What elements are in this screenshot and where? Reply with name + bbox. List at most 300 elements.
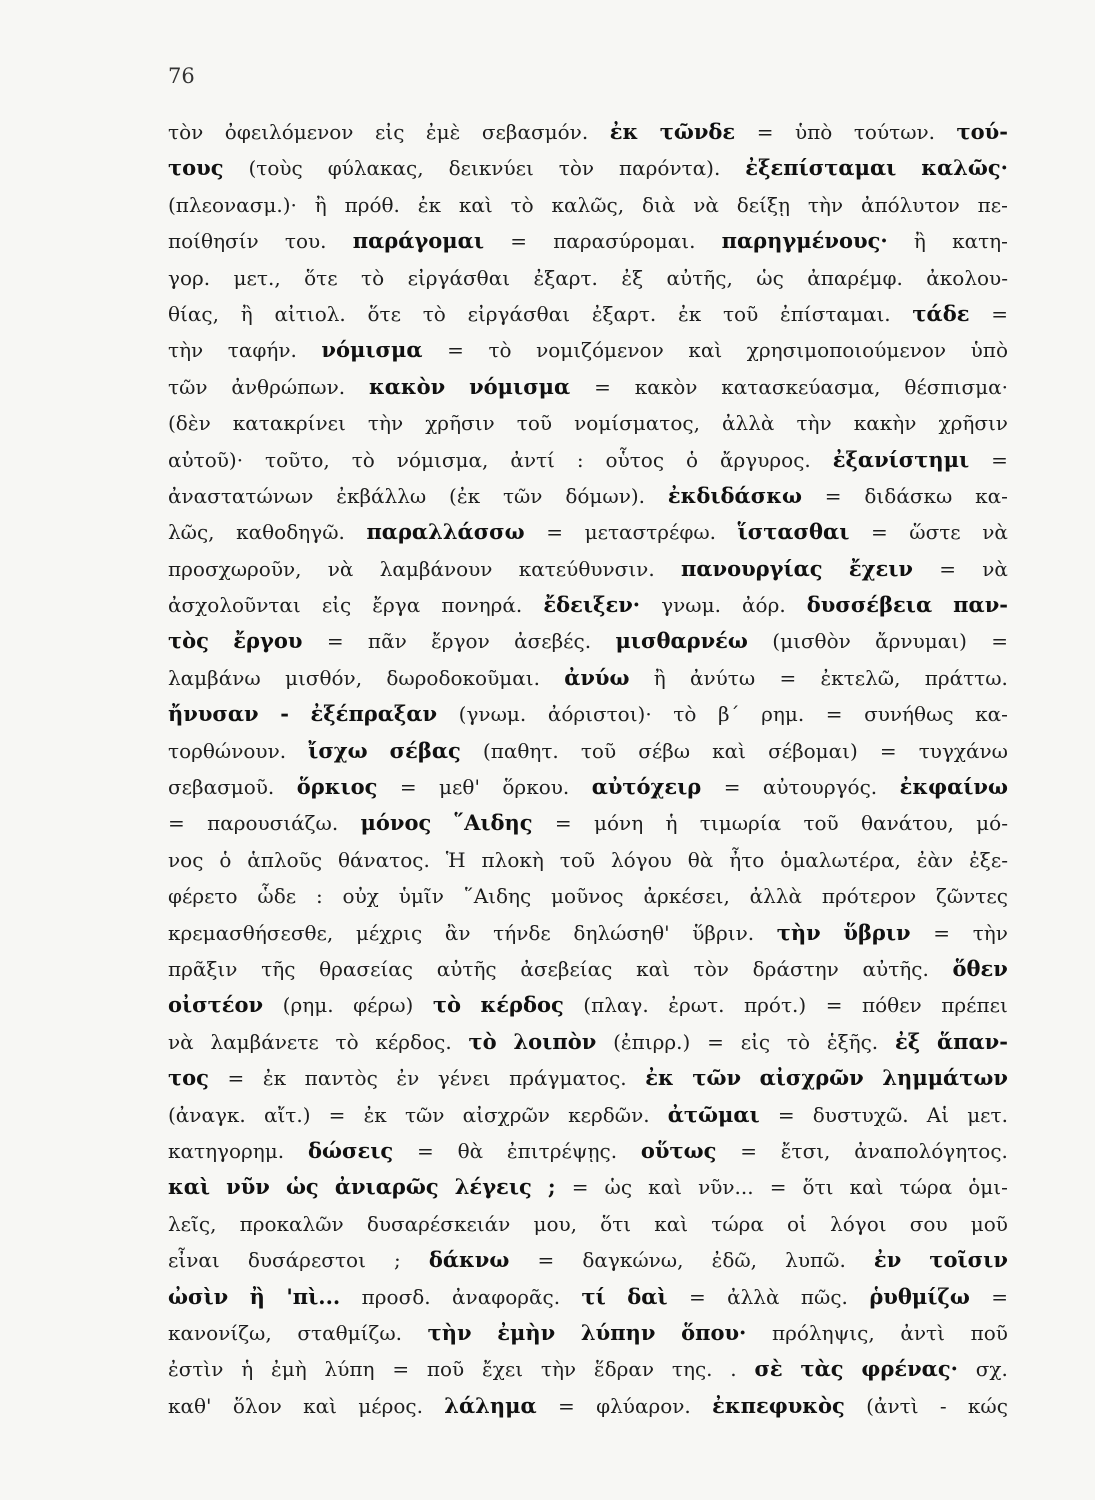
gloss-word: θέσπισμα· — [904, 374, 1008, 399]
gloss-word: πλοκὴ — [481, 847, 544, 872]
gloss-word: ὅτι — [600, 1211, 632, 1236]
gloss-word: καὶ — [458, 192, 493, 217]
lemma-word: ἐκ — [609, 119, 639, 144]
gloss-word: σου — [909, 1211, 948, 1236]
gloss-word: ἄργυρος. — [720, 447, 811, 472]
gloss-word: ποῦ — [970, 1320, 1008, 1345]
gloss-word: ἐξαρτ. — [591, 301, 657, 326]
lemma-word: ἐκπεφυκὸς — [712, 1392, 845, 1418]
lemma-word: ἐκδιδάσκω — [667, 482, 802, 508]
gloss-word: ἀόριστοι)· — [547, 702, 652, 727]
gloss-word: οἱ — [787, 1211, 807, 1236]
gloss-word: ὕβριν. — [692, 920, 755, 945]
gloss-word: ὅλον — [232, 1393, 282, 1418]
lemma-word: ἅπαν- — [936, 1028, 1008, 1054]
gloss-word: κατεύθυνσιν. — [518, 556, 655, 581]
gloss-word: τώρα — [711, 1211, 764, 1236]
gloss-word: τὸ — [361, 265, 385, 290]
gloss-word: τῶν — [168, 374, 208, 399]
gloss-word: ἢ — [240, 301, 253, 326]
gloss-word: κώς — [967, 1393, 1008, 1418]
gloss-word: τοῦ — [516, 411, 553, 436]
text-line — [168, 296, 1008, 332]
gloss-word: (ρημ. — [282, 993, 334, 1018]
gloss-word: κατη- — [952, 229, 1008, 254]
gloss-word: ἦτο — [729, 847, 765, 872]
gloss-word: ἐκ — [262, 1066, 287, 1091]
gloss-word: ἀόρ. — [742, 593, 786, 618]
gloss-word: φύλακας, — [327, 156, 424, 181]
gloss-word: ἐπιτρέψῃς. — [506, 1138, 618, 1163]
gloss-word: ἐξ — [621, 265, 644, 290]
text-line — [168, 915, 1008, 951]
gloss-word: τὸν — [693, 956, 729, 981]
lemma-word: ἢ — [249, 1283, 265, 1309]
text-line — [168, 405, 1008, 441]
lemma-word: παν- — [953, 592, 1008, 618]
gloss-word: ὡς — [756, 265, 784, 290]
lemma-word: καλῶς· — [921, 155, 1008, 181]
gloss-word: γορ. — [168, 265, 211, 290]
gloss-word: = — [510, 229, 527, 254]
gloss-word: ἐπίσταμαι. — [780, 301, 891, 326]
gloss-word: ὁ — [219, 847, 232, 872]
gloss-word: φέρετο — [168, 884, 238, 909]
gloss-word: πράττω. — [924, 665, 1008, 690]
gloss-word: ὀφειλόμενον — [224, 120, 354, 144]
gloss-word: = — [756, 120, 774, 144]
gloss-word: εἶναι — [168, 1248, 220, 1273]
gloss-word: = — [740, 1138, 757, 1163]
lemma-word: ἔργου — [233, 628, 303, 654]
text-line — [168, 1169, 1008, 1205]
gloss-word: (πλεονασμ.)· — [168, 192, 297, 217]
gloss-word: ποῦ — [426, 1357, 465, 1382]
lemma-word: κέρδος — [480, 992, 564, 1018]
gloss-word: ἀλλὰ — [722, 411, 775, 436]
gloss-word: ; — [394, 1248, 401, 1273]
lemma-word: λημμάτων — [882, 1065, 1008, 1091]
lemma-word: ἐξεπίσταμαι — [745, 155, 897, 181]
gloss-word: σταθμίζω. — [297, 1320, 402, 1345]
gloss-word: καὶ — [712, 738, 746, 763]
gloss-word: τὸ — [422, 301, 446, 326]
gloss-word: = — [537, 1248, 555, 1273]
gloss-word: τὴν — [807, 192, 844, 217]
gloss-word: φέρω) — [353, 993, 414, 1018]
gloss-word: = — [326, 629, 344, 654]
lemma-word: οὕτως — [640, 1137, 717, 1163]
text-line — [168, 1206, 1008, 1242]
gloss-word: ἀναστατώνων — [168, 483, 314, 508]
gloss-word: ὑμῖν — [398, 884, 444, 909]
text-line — [168, 332, 1008, 368]
gloss-word: = — [824, 483, 842, 508]
text-line — [168, 1315, 1008, 1351]
gloss-word: φλύαρον. — [596, 1393, 691, 1418]
gloss-word: τήνδε — [493, 920, 551, 945]
gloss-word: ἀνύτω — [689, 665, 756, 690]
gloss-word: (πλαγ. — [583, 993, 649, 1018]
gloss-word: δόμων). — [565, 483, 646, 508]
gloss-word: = — [546, 520, 564, 545]
gloss-word: ἐμὴ — [271, 1357, 307, 1382]
gloss-word: = — [168, 811, 185, 836]
gloss-word: τορθώνουν. — [168, 738, 287, 763]
lemma-word: ἐξανίστημι — [832, 446, 970, 472]
gloss-word: τὸν — [558, 156, 595, 181]
gloss-word: τοῦ — [803, 811, 839, 836]
text-line — [168, 150, 1008, 186]
gloss-word: ῞Αιδης — [463, 884, 532, 909]
gloss-word: τὸ — [351, 447, 375, 472]
lemma-word: ὕβριν — [843, 919, 911, 945]
gloss-word: λόγοι — [830, 1211, 887, 1236]
gloss-word: τώρα — [899, 1175, 953, 1200]
lemma-word: τί — [581, 1283, 606, 1309]
text-line — [168, 623, 1008, 659]
lemma-word: δάκνω — [428, 1247, 510, 1273]
gloss-word: μό- — [976, 811, 1008, 836]
gloss-word: = — [447, 338, 464, 363]
gloss-word: δυστυχῶ. — [812, 1102, 909, 1127]
gloss-word: θίας, — [168, 301, 219, 326]
gloss-word: ἀκολου- — [926, 265, 1008, 290]
lemma-word: σέβας — [389, 737, 461, 763]
gloss-word: διὰ — [641, 192, 676, 217]
lemma-word: δαὶ — [627, 1283, 668, 1309]
lemma-word: ἔχειν — [848, 555, 913, 581]
lemma-word: ἴσχω — [308, 737, 368, 763]
gloss-word: θανάτου, — [861, 811, 954, 836]
gloss-word: καὶ — [648, 1175, 682, 1200]
text-line — [168, 1060, 1008, 1096]
gloss-word: = — [825, 702, 843, 727]
text-line — [168, 587, 1008, 623]
gloss-word: πρόθ. — [344, 192, 400, 217]
gloss-word: πράγματος. — [509, 1066, 627, 1091]
gloss-word: β΄ — [717, 702, 740, 727]
gloss-word: = — [723, 775, 741, 800]
lemma-word: τῶνδε — [659, 119, 736, 144]
gloss-word: ἀλλὰ — [727, 1284, 780, 1309]
gloss-word: τοῦ — [559, 847, 596, 872]
gloss-word: κακὸν — [634, 374, 698, 399]
text-line — [168, 696, 1008, 732]
gloss-word: = — [879, 738, 897, 763]
gloss-word: ὅτε — [304, 265, 338, 290]
gloss-word: ἔτσι, — [780, 1138, 831, 1163]
gloss-word: πᾶν — [367, 629, 407, 654]
gloss-word: λύπη — [324, 1357, 375, 1382]
gloss-word: τὸ — [786, 1029, 811, 1054]
text-line — [168, 114, 1008, 150]
gloss-word: αὐτουργός. — [762, 775, 878, 800]
lemma-word: νῦν — [226, 1174, 270, 1200]
gloss-word: τὸ — [488, 338, 512, 363]
lemma-word: λύπην — [580, 1319, 656, 1345]
gloss-word: ἀναφορᾶς. — [452, 1284, 561, 1309]
gloss-word: δαγκώνω, — [582, 1248, 684, 1273]
gloss-word: νῦν... — [698, 1175, 754, 1200]
gloss-word: καὶ — [654, 1211, 689, 1236]
gloss-word: : — [576, 447, 584, 472]
text-line — [168, 660, 1008, 696]
gloss-word: τῶν — [502, 483, 543, 508]
lemma-word: ῥυθμίζω — [869, 1283, 970, 1309]
gloss-word: σέβομαι) — [768, 738, 858, 763]
gloss-word: = — [399, 775, 417, 800]
lemma-word: τὸ — [468, 1028, 497, 1054]
gloss-word: = — [933, 920, 951, 945]
gloss-word: = — [328, 1102, 346, 1127]
lemma-word: τὰς — [800, 1356, 844, 1382]
text-line — [168, 805, 1008, 841]
gloss-word: = — [416, 1138, 434, 1163]
lemma-word: αἰσχρῶν — [759, 1065, 864, 1091]
lemma-word: τοῖσιν — [929, 1247, 1008, 1273]
lemma-word: ὠσὶν — [168, 1283, 229, 1309]
gloss-word: ἐὰν — [916, 847, 954, 872]
lemma-word: σὲ — [754, 1356, 783, 1382]
gloss-word: γένει — [437, 1066, 491, 1091]
lemma-word: κακὸν — [369, 373, 446, 399]
gloss-word: κατακρίνει — [232, 411, 346, 436]
gloss-word: ἀντὶ — [900, 1320, 945, 1345]
lemma-word: λέγεις — [454, 1174, 532, 1200]
gloss-word: = — [392, 1357, 410, 1382]
gloss-word: αὐτῆς — [436, 956, 497, 981]
gloss-word: ἐδῶ, — [711, 1248, 758, 1273]
gloss-word: μέρος. — [358, 1393, 423, 1418]
gloss-word: = — [571, 1175, 589, 1200]
gloss-word: πρᾶξιν — [168, 956, 238, 981]
gloss-word: ὅτι — [802, 1175, 834, 1200]
text-line — [168, 878, 1008, 914]
gloss-word: ἀρκέσει, — [643, 884, 730, 909]
gloss-word: τὴν — [168, 338, 204, 363]
gloss-word: τῆς — [261, 956, 296, 981]
gloss-word: = — [594, 374, 611, 399]
gloss-word: δωροδοκοῦμαι. — [386, 665, 540, 690]
gloss-word: ζῶντες — [936, 884, 1008, 909]
gloss-word: αὐτῆς, — [666, 265, 733, 290]
gloss-word: ἐκ — [363, 1102, 387, 1127]
gloss-word: θάνατος. — [337, 847, 430, 872]
gloss-word: τούτων. — [853, 120, 936, 144]
gloss-word: καθ' — [168, 1393, 212, 1418]
gloss-word: ἑξῆς. — [826, 1029, 879, 1054]
gloss-word: = — [870, 520, 888, 545]
gloss-word: μέχρις — [355, 920, 423, 945]
gloss-word: νόμισμα, — [396, 447, 489, 472]
gloss-word: κα- — [975, 702, 1008, 727]
gloss-word: μετ. — [967, 1102, 1008, 1127]
text-line — [168, 733, 1008, 769]
text-line — [168, 551, 1008, 587]
gloss-word: ἀλλὰ — [749, 884, 803, 909]
lemma-word: ἐξέπραξαν — [310, 701, 438, 727]
gloss-word: λυπῶ. — [785, 1248, 846, 1273]
gloss-word: πρότ.) — [744, 993, 807, 1018]
gloss-word: πόθεν — [861, 993, 922, 1018]
gloss-word: προσδ. — [361, 1284, 431, 1309]
lemma-word: λοιπὸν — [513, 1028, 597, 1054]
gloss-word: = — [825, 993, 843, 1018]
gloss-word: νὰ — [693, 192, 719, 217]
lemma-word: ὅρκιος — [296, 774, 378, 800]
commentary-text — [168, 114, 1008, 1424]
gloss-word: δηλώσηθ' — [573, 920, 670, 945]
lemma-word: ἵστασθαι — [737, 519, 850, 545]
gloss-word: ἢ — [653, 665, 666, 690]
lemma-word: οἰστέον — [168, 992, 264, 1018]
gloss-word: νὰ — [982, 556, 1008, 581]
gloss-word: ἐν — [396, 1066, 420, 1091]
lemma-word: αὐτόχειρ — [591, 774, 702, 800]
gloss-word: = — [991, 1284, 1008, 1309]
gloss-word: νος — [168, 847, 204, 872]
text-line — [168, 514, 1008, 550]
lemma-word: νόμισμα — [321, 337, 423, 363]
gloss-word: σχ. — [975, 1357, 1008, 1382]
lemma-word: ἤνυσαν — [168, 701, 259, 727]
gloss-word: ὁμι- — [968, 1175, 1008, 1200]
gloss-word: ἀσεβείας — [520, 956, 613, 981]
lemma-word: ἀτῶμαι — [667, 1101, 760, 1127]
lemma-word: ἐκ — [645, 1065, 674, 1091]
gloss-word: μόνη — [594, 811, 644, 836]
gloss-word: αὐτῆς. — [862, 956, 929, 981]
gloss-word: ἐκ — [678, 301, 702, 326]
lemma-word: τὸ — [432, 992, 461, 1018]
lemma-word: παρηγμένους· — [721, 228, 888, 254]
text-line — [168, 260, 1008, 296]
gloss-word: ἔχει — [482, 1357, 524, 1382]
gloss-word: παρουσιάζω. — [207, 811, 339, 836]
gloss-word: οὗτος — [605, 447, 665, 472]
lemma-word: ἐξ — [894, 1028, 921, 1054]
lemma-word: πανουργίας — [680, 555, 823, 581]
gloss-word: μοῦ — [970, 1211, 1008, 1236]
gloss-word: δεικνύει — [448, 156, 534, 181]
lemma-word: μισθαρνέω — [615, 628, 748, 654]
gloss-word: ἐξε- — [969, 847, 1008, 872]
gloss-word: θὰ — [687, 847, 714, 872]
gloss-word: μου, — [533, 1211, 578, 1236]
lemma-word: τος — [168, 1065, 209, 1091]
lemma-word: ἀνύω — [564, 664, 630, 690]
gloss-word: ἀπόλυτον — [860, 192, 960, 217]
gloss-word: διδάσκω — [864, 483, 953, 508]
gloss-word: = — [779, 665, 797, 690]
gloss-word: λόγου — [610, 847, 672, 872]
lemma-word: τάδε — [912, 300, 970, 326]
gloss-word: λαμβάνουν — [379, 556, 493, 581]
text-line — [168, 1279, 1008, 1315]
gloss-word: καὶ — [849, 1175, 884, 1200]
gloss-word: ἀσχολοῦνται — [168, 593, 301, 618]
gloss-word: ἐκ — [417, 192, 441, 217]
gloss-word: = — [227, 1066, 245, 1091]
gloss-word: ὅτε — [367, 301, 401, 326]
text-line — [168, 1388, 1008, 1424]
lemma-word: τὴν — [427, 1319, 472, 1345]
gloss-word: ἕδραν — [593, 1357, 655, 1382]
text-line — [168, 442, 1008, 478]
gloss-word: παντὸς — [304, 1066, 378, 1091]
gloss-word: μεθ' — [439, 775, 480, 800]
gloss-word: τὸ — [510, 192, 534, 217]
gloss-word: ὁ — [686, 447, 699, 472]
gloss-word: σεβασμόν. — [481, 120, 589, 144]
lemma-word: μόνος — [360, 810, 432, 836]
gloss-word: παρόντα). — [619, 156, 721, 181]
gloss-word: εἰς — [740, 1029, 771, 1054]
gloss-word: = — [991, 301, 1008, 326]
gloss-word: νὰ — [168, 1029, 194, 1054]
lemma-word: ἀνιαρῶς — [334, 1174, 439, 1200]
gloss-word: ἁπλοῦς — [247, 847, 323, 872]
lemma-word: τού- — [956, 119, 1008, 144]
gloss-word: ἀναπολόγητος. — [854, 1138, 1008, 1163]
gloss-word: τὴν — [796, 411, 832, 436]
text-line — [168, 478, 1008, 514]
gloss-word: τιμωρία — [699, 811, 782, 836]
gloss-word: του. — [284, 229, 327, 254]
gloss-word: αἰσχρῶν — [462, 1102, 550, 1127]
gloss-word: αὐτοῦ)· — [168, 447, 244, 472]
gloss-word: ἀντί — [510, 447, 555, 472]
lemma-word: τους — [168, 155, 224, 181]
lemma-word: ὡς — [285, 1174, 319, 1200]
lemma-word: ἐκφαίνω — [899, 774, 1008, 800]
text-line — [168, 1133, 1008, 1169]
lemma-word: ἐμὴν — [497, 1319, 556, 1345]
gloss-word: ἀσεβές. — [514, 629, 592, 654]
gloss-word: καλῶς, — [551, 192, 625, 217]
gloss-word: κρεμασθήσεσθε, — [168, 920, 334, 945]
gloss-word: ἢ — [314, 192, 327, 217]
gloss-word: δείξῃ — [736, 192, 790, 217]
gloss-word: = — [688, 1284, 706, 1309]
gloss-word: πρόληψις, — [772, 1320, 875, 1345]
gloss-word: εἰς — [321, 593, 352, 618]
gloss-word: τὴν — [972, 920, 1008, 945]
gloss-word: προκαλῶν — [239, 1211, 344, 1236]
gloss-word: χρῆσιν — [425, 411, 495, 436]
gloss-word: κατασκεύασμα, — [721, 374, 881, 399]
gloss-word: ταφήν. — [227, 338, 297, 363]
gloss-word: Αἱ — [926, 1102, 950, 1127]
page-number: 76 — [168, 64, 195, 88]
gloss-word: ρημ. — [761, 702, 805, 727]
gloss-word: ἐρωτ. — [668, 993, 725, 1018]
lemma-word: ὅθεν — [952, 955, 1008, 981]
gloss-word: (παθητ. — [482, 738, 559, 763]
gloss-word: = — [558, 1393, 575, 1418]
gloss-word: ἐκτελῶ, — [820, 665, 901, 690]
gloss-word: κατηγορημ. — [168, 1138, 285, 1163]
gloss-word: εἰργάσθαι — [407, 265, 511, 290]
lemma-word: τὴν — [776, 919, 821, 945]
gloss-word: κερδῶν. — [568, 1102, 650, 1127]
gloss-word: λῶς, — [168, 520, 215, 545]
lemma-word: ; — [547, 1174, 556, 1200]
gloss-word: νὰ — [982, 520, 1008, 545]
gloss-word: νὰ — [327, 556, 354, 581]
gloss-word: τὸν — [168, 120, 204, 144]
